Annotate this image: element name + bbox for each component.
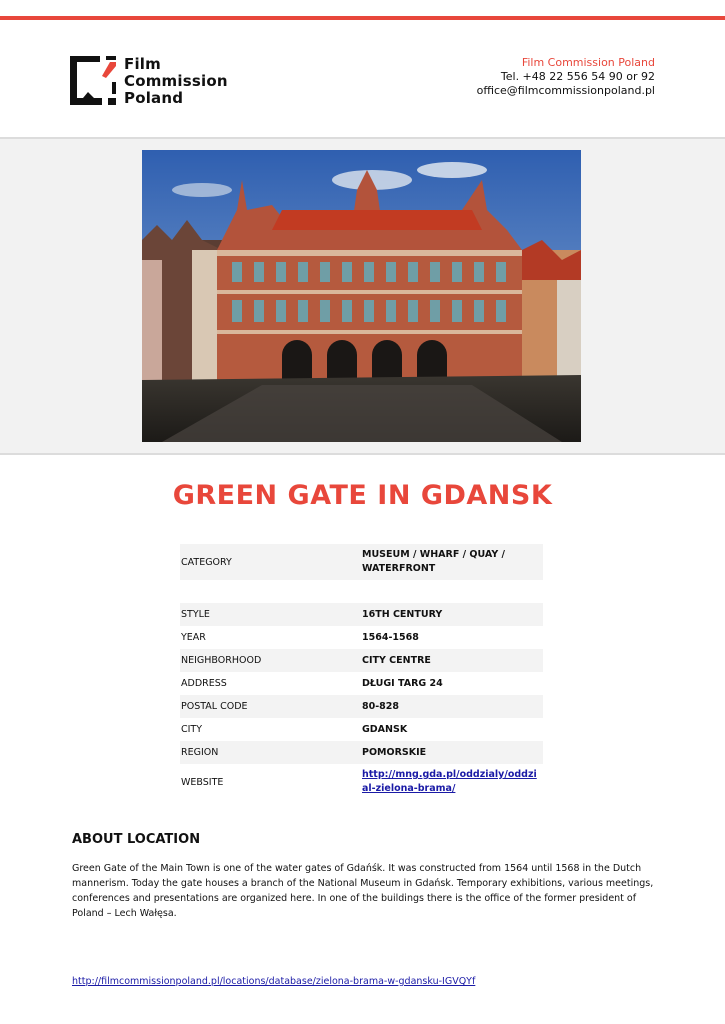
detail-row-website [180, 764, 543, 800]
detail-row-year [180, 626, 543, 649]
detail-value: GDANSK [362, 723, 408, 735]
detail-value: POMORSKIE [362, 746, 427, 758]
website-link[interactable]: http://mng.gda.pl/oddzialy/oddzial-zielona-brama/ [362, 769, 537, 794]
about-text: Green Gate of the Main Town is one of the water gates of Gdańśk. It was constructed from 1564 until 1568 in the Dutch mannerism. Today the gate houses a branch of the National Museum in Gdańsk. Temporary exhibitions, various meetings, conferences and presentations are organized here. In one of the buildings there is the office of the former president of Poland – Lech Wałęsa. [72, 863, 654, 919]
location-details-table [180, 544, 543, 800]
detail-label: STYLE [181, 609, 210, 620]
detail-row-postal-code [180, 695, 543, 718]
page-title: GREEN GATE IN GDANSK [172, 480, 553, 511]
detail-value: 1564-1568 [362, 631, 419, 643]
detail-row-style [180, 603, 543, 626]
detail-label: REGION [181, 747, 219, 758]
detail-value: 16TH CENTURY [362, 608, 443, 620]
top-accent-bar [0, 16, 725, 20]
detail-value: MUSEUM / WHARF / QUAY / WATERFRONT [362, 549, 506, 574]
about-heading: ABOUT LOCATION [72, 832, 201, 847]
detail-row-city [180, 718, 543, 741]
detail-row-category [180, 544, 543, 580]
detail-label: POSTAL CODE [181, 701, 248, 712]
detail-value: CITY CENTRE [362, 654, 431, 666]
detail-label: CITY [181, 724, 203, 735]
photo-band [0, 137, 725, 455]
detail-row-address [180, 672, 543, 695]
table-spacer [180, 580, 543, 603]
logo-line-1: Film [124, 55, 161, 73]
detail-label: CATEGORY [181, 556, 232, 568]
detail-row-region [180, 741, 543, 764]
detail-label: ADDRESS [181, 678, 227, 689]
detail-label: YEAR [181, 632, 206, 643]
detail-label: WEBSITE [181, 776, 224, 788]
film-commission-logo[interactable] [70, 54, 240, 110]
logo-line-2: Commission [124, 72, 228, 90]
contact-org-name: Film Commission Poland [521, 56, 655, 69]
detail-row-neighborhood [180, 649, 543, 672]
logo-line-3: Poland [124, 89, 184, 107]
location-photo [142, 150, 581, 442]
logo-wordmark [124, 56, 228, 107]
detail-label: NEIGHBORHOOD [181, 655, 262, 666]
footer-location-link[interactable]: http://filmcommissionpoland.pl/locations/database/zielona-brama-w-gdansku-IGVQYf [72, 976, 476, 987]
detail-value: 80-828 [362, 700, 399, 712]
detail-value: DŁUGI TARG 24 [362, 677, 443, 689]
logo-mark-icon [70, 54, 120, 106]
contact-phone: Tel. +48 22 556 54 90 or 92 [500, 70, 655, 83]
contact-block [477, 56, 655, 98]
contact-email[interactable]: office@filmcommissionpoland.pl [476, 84, 655, 97]
